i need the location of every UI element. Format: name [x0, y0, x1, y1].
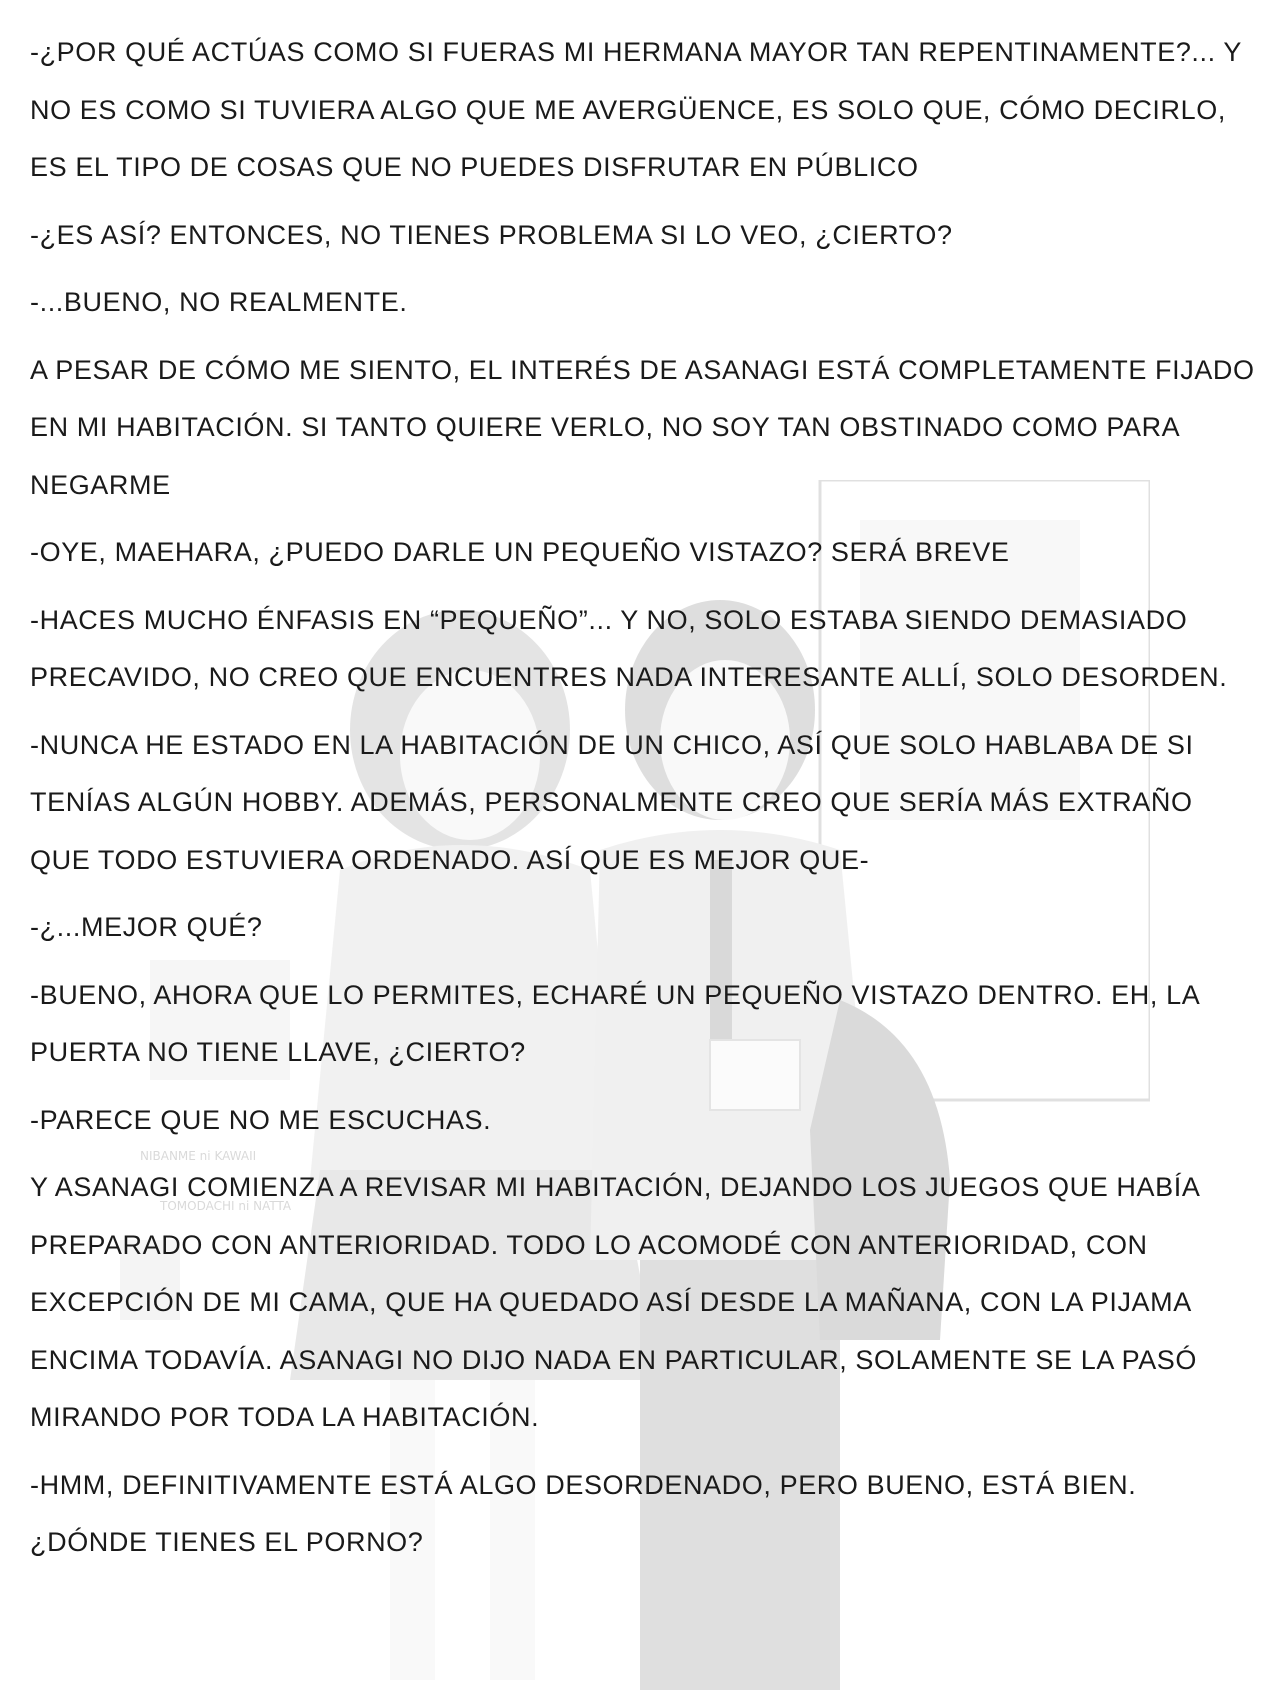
paragraph: -HMM, DEFINITIVAMENTE ESTÁ ALGO DESORDENADO, PERO BUENO, ESTÁ BIEN. ¿DÓNDE TIENES EL PORNO? [30, 1469, 1137, 1557]
paragraph: -OYE, MAEHARA, ¿PUEDO DARLE UN PEQUEÑO VISTAZO? SERÁ BREVE [30, 537, 1010, 567]
paragraph: -PARECE QUE NO ME ESCUCHAS. [30, 1104, 492, 1135]
paragraph: -¿...MEJOR QUÉ? [30, 912, 263, 942]
paragraph: -HACES MUCHO ÉNFASIS EN “PEQUEÑO”... Y NO, SOLO ESTABA SIENDO DEMASIADO PRECAVIDO, NO CREO QUE ENCUENTRES NADA INTERESANTE ALLÍ, SOLO DESORDEN. [30, 604, 1228, 692]
paragraph: A PESAR DE CÓMO ME SIENTO, EL INTERÉS DE ASANAGI ESTÁ COMPLETAMENTE FIJADO EN MI HABITACIÓN. SI TANTO QUIERE VERLO, NO SOY TAN OBSTINADO COMO PARA NEGARME [30, 354, 1255, 500]
paragraph: -NUNCA HE ESTADO EN LA HABITACIÓN DE UN CHICO, ASÍ QUE SOLO HABLABA DE SI TENÍAS ALGÚN HOBBY. ADEMÁS, PERSONALMENTE CREO QUE SERÍA MÁS EXTRAÑO QUE TODO ESTUVIERA ORDENADO. ASÍ QUE ES MEJOR QUE- [30, 729, 1194, 875]
paragraph: -...BUENO, NO REALMENTE. [30, 287, 408, 317]
caption-line-1: NIBANME ni KAWAII [140, 1149, 257, 1163]
caption-line-2: TOMODACHI ni NATTA [160, 1199, 292, 1213]
paragraph: -¿POR QUÉ ACTÚAS COMO SI FUERAS MI HERMANA MAYOR TAN REPENTINAMENTE?... Y NO ES COMO SI TUVIERA ALGO QUE ME AVERGÜENCE, ES SOLO QUE, CÓMO DECIRLO, ES EL TIPO DE COSAS QUE NO PUEDES DISFRUTAR EN PÚBLICO [30, 37, 1242, 182]
paragraph: -BUENO, AHORA QUE LO PERMITES, ECHARÉ UN PEQUEÑO VISTAZO DENTRO. EH, LA PUERTA NO TIENE LLAVE, ¿CIERTO? [30, 979, 1199, 1067]
paragraph: -¿ES ASÍ? ENTONCES, NO TIENES PROBLEMA SI LO VEO, ¿CIERTO? [30, 219, 953, 250]
paragraph: Y ASANAGI COMIENZA A REVISAR MI HABITACIÓN, DEJANDO LOS JUEGOS QUE HABÍA PREPARADO CON ANTERIORIDAD. TODO LO ACOMODÉ CON ANTERIORIDAD, CON EXCEPCIÓN DE MI CAMA, QUE HA QUEDADO ASÍ DESDE LA MAÑANA, CON LA PIJAMA ENCIMA TODAVÍA. ASANAGI NO DIJO NADA EN PARTICULAR, SOLAMENTE SE LA PASÓ MIRANDO POR TODA LA HABITACIÓN. [30, 1172, 1199, 1432]
body-text [30, 24, 1255, 1582]
